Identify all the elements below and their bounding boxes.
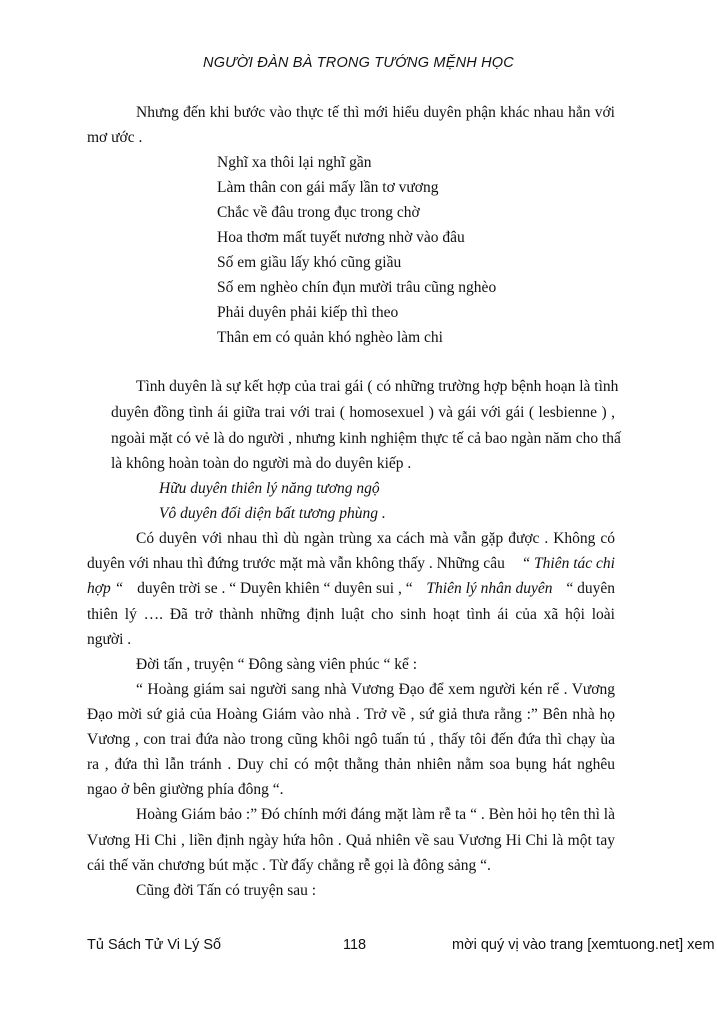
footer-website-note: mời quý vị vào trang [xemtuong.net] xem (452, 937, 715, 953)
para3-line2-italic: “ Thiên tác chi (521, 555, 615, 572)
poem-line: Thân em có quản khó nghèo làm chi (217, 329, 443, 346)
para3-line1: Có duyên với nhau thì dù ngàn trùng xa cách mà vẫn gặp được . Không có (136, 530, 615, 547)
para2-line: Tình duyên là sự kết hợp của trai gái ( có những trường hợp bệnh hoạn là tình (136, 378, 619, 395)
para5-line: ra , đứa thì lẫn tránh . Duy chỉ có một thằng thản nhiên nằm soa bụng hát nghêu (87, 756, 615, 773)
para5-line: Đạo mời sứ giả của Hoàng Giám vào nhà . Trở về , sứ giả thưa rằng :” Bên nhà họ (87, 706, 615, 723)
para3-line3-text-d: “ duyên (566, 580, 615, 597)
para3-line3-text-b: duyên trời se . “ Duyên khiên “ duyên sui , “ (137, 580, 413, 597)
para2-line: ngoài mặt có vẻ là do người , nhưng kinh nghiệm thực tế cả bao ngàn năm cho thấ (111, 430, 621, 447)
page-header: NGƯỜI ĐÀN BÀ TRONG TƯỚNG MỆNH HỌC (203, 55, 514, 71)
poem-line: Phải duyên phải kiếp thì theo (217, 304, 399, 321)
para2-line: duyên đồng tình ái giữa trai với trai ( homosexuel ) và gái với gái ( lesbienne ) , (111, 404, 615, 421)
poem-line: Hoa thơm mất tuyết nương nhờ vào đâu (217, 229, 465, 246)
poem-line: Chắc về đâu trong đục trong chờ (217, 204, 420, 221)
para6-line: cái thế văn chương bút mặc . Từ đấy chẳng rễ gọi là đông sảng “. (87, 857, 491, 874)
poem-line: Làm thân con gái mấy lần tơ vương (217, 179, 439, 196)
para5-line: ngao ở bên giường phía đông “. (87, 781, 284, 798)
footer-page-number: 118 (343, 937, 367, 953)
para6-line: Hoàng Giám bảo :” Đó chính mới đáng mặt làm rễ ta “ . Bèn hỏi họ tên thì là (136, 806, 615, 823)
para5-line: “ Hoàng giám sai người sang nhà Vương Đạo để xem người kén rể . Vương (136, 681, 615, 698)
para3-line2 (87, 555, 615, 573)
para3-line5: người . (87, 631, 132, 648)
para2-line: là không hoàn toàn do người mà do duyên kiếp . (111, 455, 412, 472)
para3-line4: thiên lý …. Đã trở thành những định luật cho sinh hoạt tình ái của xã hội loài (87, 606, 615, 623)
para3-line3 (87, 580, 615, 598)
poem-line: Số em nghèo chín đụn mười trâu cũng nghèo (217, 279, 497, 296)
para3-line2-text: duyên với nhau thì đứng trước mặt mà vẫn không thấy . Những câu (87, 555, 505, 572)
para7: Cũng đời Tấn có truyện sau : (136, 882, 317, 899)
poem-line: Nghĩ xa thôi lại nghĩ gần (217, 154, 372, 171)
para3-line3-italic-a: hợp “ (87, 580, 124, 597)
para1-line1: Nhưng đến khi bước vào thực tế thì mới hiểu duyên phận khác nhau hẳn với (136, 104, 615, 121)
para5-line: Vương , con trai đứa nào trong cũng khôi ngô tuấn tú , thấy tôi đến đứa thì chạy ùa (87, 731, 615, 748)
para6-line: Vương Hi Chi , liền định ngày hứa hôn . Quả nhiên về sau Vương Hi Chi là một tay (87, 832, 615, 849)
para3-line3-italic-c: Thiên lý nhân duyên (426, 580, 553, 597)
quote-line: Vô duyên đối diện bất tương phùng . (159, 505, 386, 522)
footer-book-title: Tủ Sách Tử Vi Lý Số (87, 937, 222, 953)
para1-line2: mơ ước . (87, 129, 143, 146)
quote-line: Hữu duyên thiên lý năng tương ngộ (159, 480, 380, 497)
para4: Đời tấn , truyện “ Đông sàng viên phúc “ kể : (136, 656, 418, 673)
poem-line: Số em giầu lấy khó cũng giầu (217, 254, 402, 271)
